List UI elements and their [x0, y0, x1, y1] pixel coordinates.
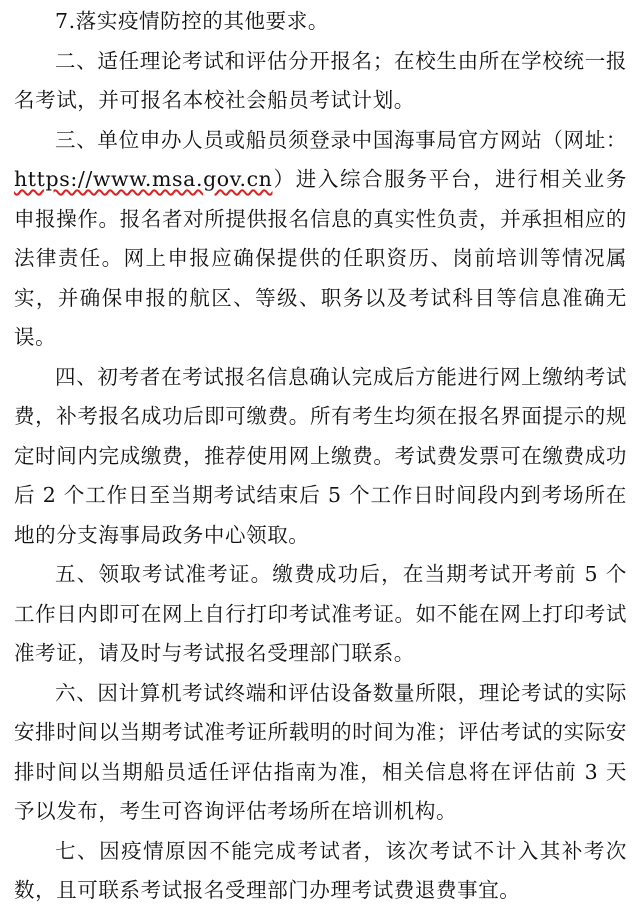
msa-website-link[interactable]: https://www.msa.gov.cn	[14, 167, 273, 191]
paragraph-exam-schedule: 六、因计算机考试终端和评估设备数量所限，理论考试的实际安排时间以当期考试准考证所载明的时间为准；评估考试的实际安排时间以当期船员适任评估指南为准，相关信息将在评估前 3 天予以发布，考生可咨询评估考场所在培训机构。	[14, 680, 627, 823]
paragraph-refund-policy: 七、因疫情原因不能完成考试者，该次考试不计入其补考次数，且可联系考试报名受理部门办理考试费退费事宜。	[14, 838, 627, 902]
paragraph-admission-ticket: 五、领取考试准考证。缴费成功后，在当期考试开考前 5 个工作日内即可在网上自行打印考试准考证。如不能在网上打印考试准考证，请及时与考试报名受理部门联系。	[14, 562, 627, 665]
paragraph-online-application	[14, 121, 627, 358]
paragraph-online-application-after: ）进入综合服务平台，进行相关业务申报操作。报名者对所提供报名信息的真实性负责，并承担相应的法律责任。网上申报应确保提供的任职资历、岗前培训等情况属实，并确保申报的航区、等级、职务以及考试科目等信息准确无误。	[14, 167, 627, 349]
paragraph-online-application-before: 三、单位申办人员或船员须登录中国海事局官方网站（网址：	[55, 127, 627, 152]
paragraph-exam-fee-payment: 四、初考者在考试报名信息确认完成后方能进行网上缴纳考试费，补考报名成功后即可缴费。所有考生均须在报名界面提示的规定时间内完成缴费，推荐使用网上缴费。考试费发票可在缴费成功后 2 个工作日至当期考试结束后 5 个工作日时间段内到考场所在地的分支海事局政务中心领取。	[14, 364, 627, 547]
paragraph-separate-registration: 二、适任理论考试和评估分开报名；在校生由所在学校统一报名考试，并可报名本校社会船员考试计划。	[14, 48, 627, 112]
paragraph-epidemic-requirement: 7.落实疫情防控的其他要求。	[55, 9, 329, 33]
